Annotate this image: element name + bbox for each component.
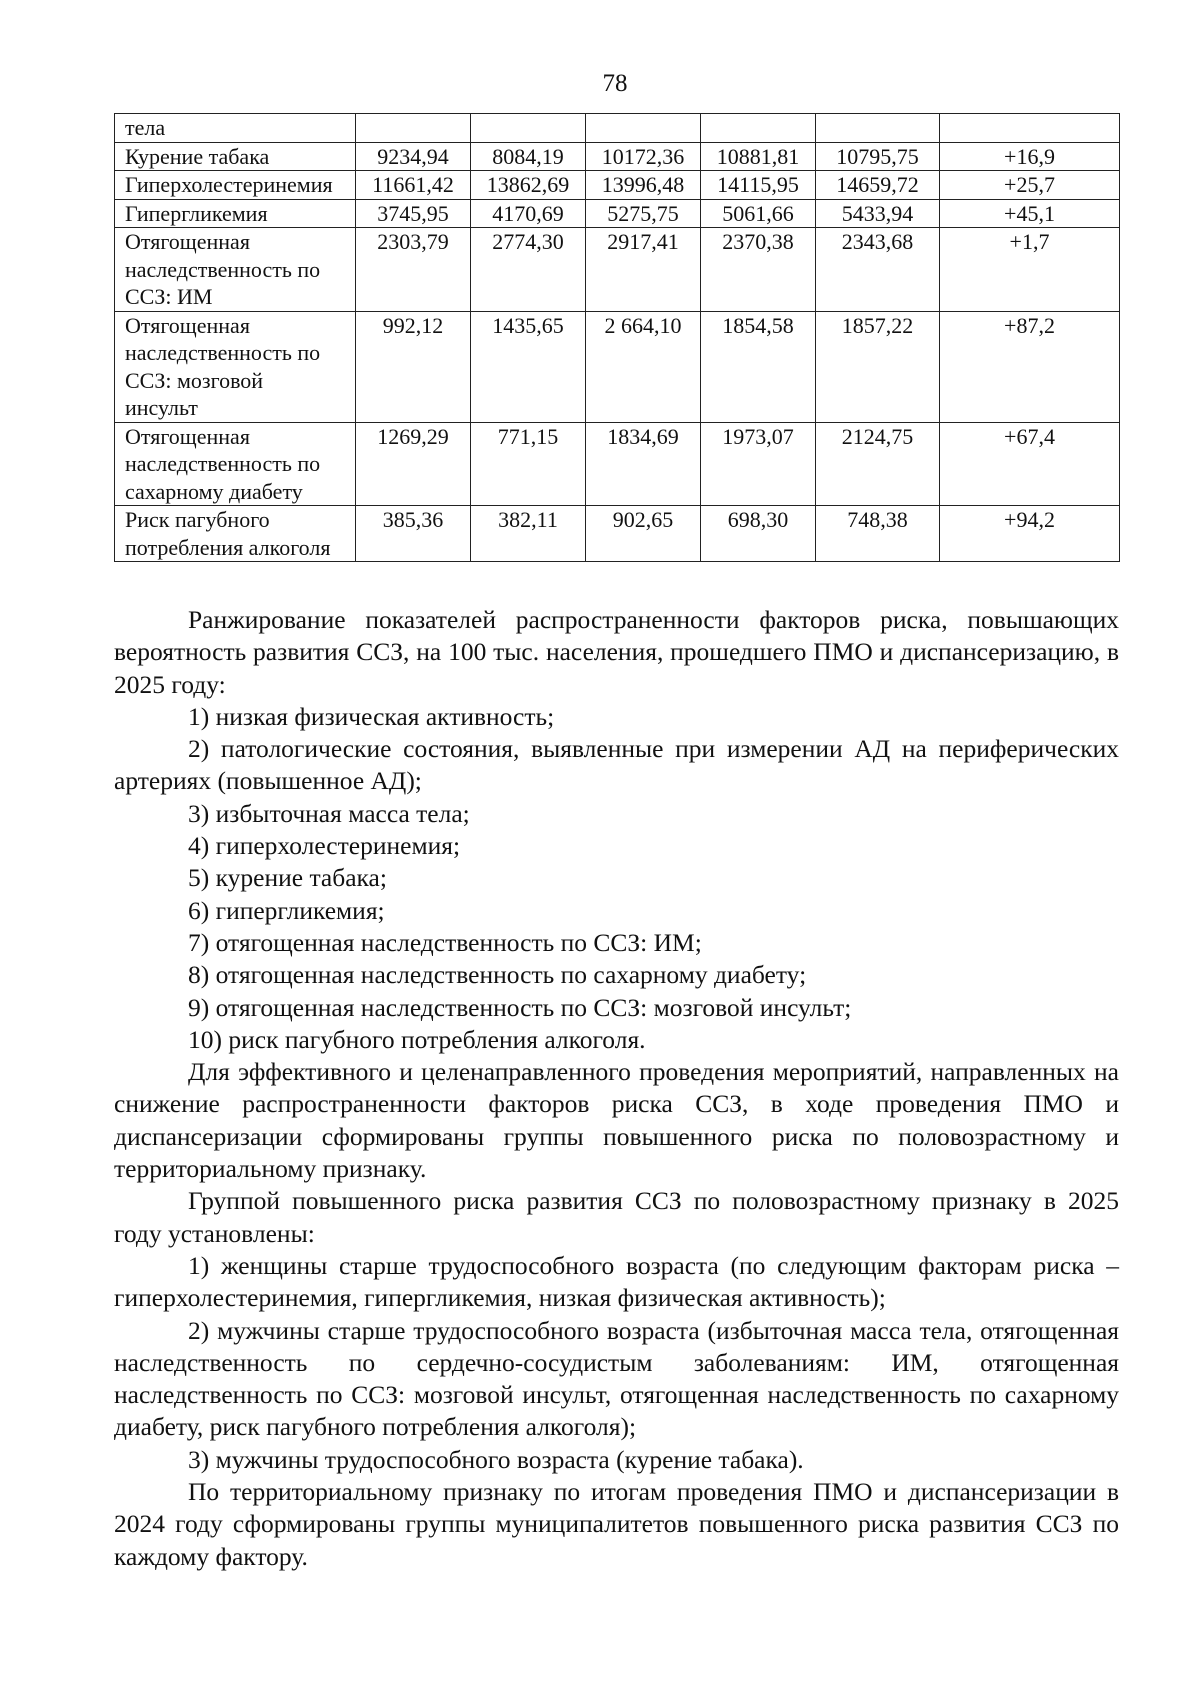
value-cell: 9234,94 bbox=[356, 142, 471, 171]
row-label-cell: Курение табака bbox=[115, 142, 356, 171]
value-cell: 10795,75 bbox=[816, 142, 940, 171]
value-cell: 698,30 bbox=[701, 506, 816, 562]
value-cell: 10881,81 bbox=[701, 142, 816, 171]
change-cell: +1,7 bbox=[940, 228, 1120, 312]
change-cell: +16,9 bbox=[940, 142, 1120, 171]
value-cell: 2370,38 bbox=[701, 228, 816, 312]
table-row bbox=[115, 228, 1120, 312]
row-label-cell: Отягощенная наследственность по ССЗ: мозговой инсульт bbox=[115, 311, 356, 422]
ranking-item: 5) курение табака; bbox=[188, 863, 387, 893]
table-row bbox=[115, 142, 1120, 171]
value-cell: 3745,95 bbox=[356, 199, 471, 228]
change-cell: +25,7 bbox=[940, 171, 1120, 200]
ranking-item: 3) избыточная масса тела; bbox=[188, 798, 470, 828]
ranking-item: 8) отягощенная наследственность по сахарному диабету; bbox=[188, 960, 807, 990]
value-cell bbox=[356, 114, 471, 143]
paragraph-ranking-intro: Ранжирование показателей распространенности факторов риска, повышающих вероятность развития ССЗ, на 100 тыс. населения, прошедшего ПМО и диспансеризацию, в 2025 году: bbox=[114, 605, 1119, 699]
value-cell bbox=[586, 114, 701, 143]
value-cell: 1857,22 bbox=[816, 311, 940, 422]
value-cell: 1834,69 bbox=[586, 422, 701, 506]
ranking-item: 2) патологические состояния, выявленные при измерении АД на периферических артериях (повышенное АД); bbox=[114, 734, 1119, 796]
value-cell: 382,11 bbox=[471, 506, 586, 562]
value-cell: 10172,36 bbox=[586, 142, 701, 171]
ranking-item: 10) риск пагубного потребления алкоголя. bbox=[188, 1024, 646, 1054]
group-item: 1) женщины старше трудоспособного возраста (по следующим факторам риска – гиперхолестеринемия, гипергликемия, низкая физическая активность); bbox=[114, 1250, 1119, 1313]
value-cell: 2917,41 bbox=[586, 228, 701, 312]
table-row bbox=[115, 114, 1120, 143]
value-cell: 2124,75 bbox=[816, 422, 940, 506]
row-label-cell: тела bbox=[115, 114, 356, 143]
value-cell: 5275,75 bbox=[586, 199, 701, 228]
value-cell bbox=[701, 114, 816, 143]
value-cell: 2343,68 bbox=[816, 228, 940, 312]
ranking-item: 4) гиперхолестеринемия; bbox=[188, 831, 461, 861]
body-text bbox=[114, 604, 1119, 1573]
value-cell: 11661,42 bbox=[356, 171, 471, 200]
ranking-item: 1) низкая физическая активность; bbox=[188, 701, 555, 731]
value-cell: 1269,29 bbox=[356, 422, 471, 506]
value-cell: 2303,79 bbox=[356, 228, 471, 312]
value-cell: 14115,95 bbox=[701, 171, 816, 200]
change-cell: +94,2 bbox=[940, 506, 1120, 562]
row-label-cell: Отягощенная наследственность по ССЗ: ИМ bbox=[115, 228, 356, 312]
value-cell: 1973,07 bbox=[701, 422, 816, 506]
table-row bbox=[115, 422, 1120, 506]
value-cell: 1435,65 bbox=[471, 311, 586, 422]
ranking-item: 9) отягощенная наследственность по ССЗ: мозговой инсульт; bbox=[188, 992, 852, 1022]
value-cell: 5433,94 bbox=[816, 199, 940, 228]
value-cell: 385,36 bbox=[356, 506, 471, 562]
value-cell: 2 664,10 bbox=[586, 311, 701, 422]
paragraph-risk-groups: Для эффективного и целенаправленного проведения мероприятий, направленных на снижение распространенности факторов риска ССЗ, в ходе проведения ПМО и диспансеризации сформированы группы повышенного риска по половозрастному и территориальному признаку. bbox=[114, 1057, 1119, 1184]
ranking-item: 7) отягощенная наследственность по ССЗ: ИМ; bbox=[188, 927, 702, 957]
table-row bbox=[115, 506, 1120, 562]
value-cell bbox=[471, 114, 586, 143]
paragraph-territorial: По территориальному признаку по итогам проведения ПМО и диспансеризации в 2024 году сформированы группы муниципалитетов повышенного риска развития ССЗ по каждому фактору. bbox=[114, 1477, 1119, 1571]
table-row bbox=[115, 311, 1120, 422]
value-cell bbox=[816, 114, 940, 143]
group-item: 2) мужчины старше трудоспособного возраста (избыточная масса тела, отягощенная наследственность по сердечно-сосудистым заболеваниям: ИМ, отягощенная наследственность по ССЗ: мозговой инсульт, отягощенная наследственность по сахарному диабету, риск пагубного потребления алкоголя); bbox=[114, 1315, 1119, 1442]
value-cell: 771,15 bbox=[471, 422, 586, 506]
risk-factor-table bbox=[114, 113, 1120, 562]
value-cell: 1854,58 bbox=[701, 311, 816, 422]
change-cell bbox=[940, 114, 1120, 143]
value-cell: 8084,19 bbox=[471, 142, 586, 171]
value-cell: 4170,69 bbox=[471, 199, 586, 228]
row-label-cell: Гипергликемия bbox=[115, 199, 356, 228]
value-cell: 2774,30 bbox=[471, 228, 586, 312]
table-row bbox=[115, 199, 1120, 228]
row-label-cell: Гиперхолестеринемия bbox=[115, 171, 356, 200]
page-number: 78 bbox=[602, 70, 628, 97]
paragraph-age-sex-groups: Группой повышенного риска развития ССЗ по половозрастному признаку в 2025 году установлены: bbox=[114, 1186, 1119, 1248]
row-label-cell: Риск пагубного потребления алкоголя bbox=[115, 506, 356, 562]
group-item: 3) мужчины трудоспособного возраста (курение табака). bbox=[188, 1444, 804, 1474]
value-cell: 13996,48 bbox=[586, 171, 701, 200]
table-row bbox=[115, 171, 1120, 200]
change-cell: +45,1 bbox=[940, 199, 1120, 228]
value-cell: 13862,69 bbox=[471, 171, 586, 200]
value-cell: 902,65 bbox=[586, 506, 701, 562]
value-cell: 992,12 bbox=[356, 311, 471, 422]
value-cell: 748,38 bbox=[816, 506, 940, 562]
value-cell: 14659,72 bbox=[816, 171, 940, 200]
change-cell: +67,4 bbox=[940, 422, 1120, 506]
value-cell: 5061,66 bbox=[701, 199, 816, 228]
ranking-item: 6) гипергликемия; bbox=[188, 895, 385, 925]
change-cell: +87,2 bbox=[940, 311, 1120, 422]
row-label-cell: Отягощенная наследственность по сахарному диабету bbox=[115, 422, 356, 506]
